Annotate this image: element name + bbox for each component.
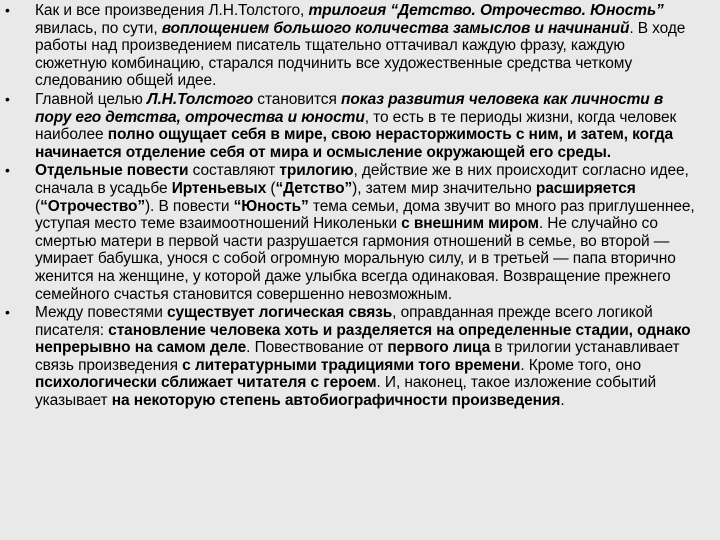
text-segment-bold: расширяется — [535, 179, 636, 197]
text-segment: в трилогии устанавливает связь произведения — [35, 339, 680, 374]
text-segment-bold: становление человека хоть и разделяется на определенные стадии, однако непрерывно на самом деле — [35, 321, 691, 357]
text-segment-bold: с внешним миром — [401, 215, 539, 233]
text-segment: становится — [253, 90, 341, 108]
text-segment: тема семьи, дома звучит во много раз приглушеннее, уступая место теме взаимоотношений Николеньки — [35, 197, 695, 233]
bullet-item-1 — [0, 2, 720, 90]
text-segment-bold: на некоторую степень автобиографичности произведения — [111, 392, 561, 410]
text-segment-bold: трилогию — [279, 162, 354, 180]
text-segment-emphasis: воплощением большого количества замыслов и начинаний — [161, 19, 630, 37]
text-segment: ), затем мир значительно — [352, 179, 536, 197]
text-segment: Как и все произведения Л.Н.Толстого, — [35, 2, 309, 19]
text-segment-bold: “Отрочество” — [40, 197, 145, 215]
text-segment: . И, наконец, такое изложение событий указывает — [35, 374, 657, 410]
text-segment-bold: существует логическая связь — [166, 304, 393, 322]
text-segment: . — [560, 392, 565, 410]
text-segment: . Кроме того, оно — [520, 356, 641, 374]
text-segment: . В ходе работы над произведением писатель тщательно оттачивал каждую фразу, каждую сюжетную комбинацию, старался подчинить все художественные средства четкому следованию общей идее. — [35, 19, 686, 90]
bullet-marker: • — [5, 2, 10, 18]
text-segment: , оправданная прежде всего логикой писателя: — [35, 304, 653, 339]
bullet-item-2 — [0, 91, 720, 161]
text-segment: . Не случайно со смертью матери в первой части разрушается гармония отношений в семье, во второй — умирает бабушка, унося с собой огромную моральную силу, и в третьей — папа вторично женится на женщине, у которой даже улыбка всегда одинаковая. Возвращение прежнего семейного счастья становится совершенно невозможным. — [35, 215, 676, 303]
text-segment-bold: полно ощущает себя в мире, свою нерасторжимость с ним, и затем, когда начинается отделение себя от мира и осмысление окружающей его среды. — [35, 126, 674, 161]
text-segment-bold: первого лица — [387, 339, 491, 357]
text-segment-bold: Отдельные повести — [35, 162, 189, 180]
text-segment-bold: с литературными традициями того времени — [182, 356, 521, 374]
text-segment: Между повестями — [35, 304, 167, 322]
text-segment-bold: психологически сближает читателя с героем — [35, 374, 377, 392]
text-segment-bold: “Детство” — [275, 179, 353, 197]
text-segment-emphasis: Л.Н.Толстого — [147, 90, 254, 108]
text-segment: , действие же в них происходит согласно идее, сначала в усадьбе — [35, 162, 689, 197]
text-segment-bold: “Юность” — [233, 197, 309, 215]
bullet-item-4 — [0, 304, 720, 410]
text-segment: ( — [266, 179, 276, 197]
bullet-marker: • — [5, 162, 10, 179]
text-segment-bold: Иртеньевых — [171, 179, 267, 197]
bullet-marker: • — [5, 304, 10, 321]
text-segment: ). В повести — [144, 197, 234, 215]
text-segment: явилась, по сути, — [35, 19, 162, 37]
text-segment: . Повествование от — [246, 339, 388, 357]
text-segment: составляют — [188, 162, 280, 180]
text-segment: ( — [35, 197, 41, 215]
bullet-marker: • — [5, 90, 10, 107]
text-segment-emphasis: показ развития человека как личности в пору его детства, отрочества и юности — [35, 90, 664, 126]
text-segment: , то есть в те периоды жизни, когда человек наиболее — [35, 108, 677, 144]
text-segment-emphasis: трилогия “Детство. Отрочество. Юность” — [308, 2, 664, 19]
text-segment: Главной целью — [35, 90, 148, 108]
bullet-item-3 — [0, 162, 720, 303]
